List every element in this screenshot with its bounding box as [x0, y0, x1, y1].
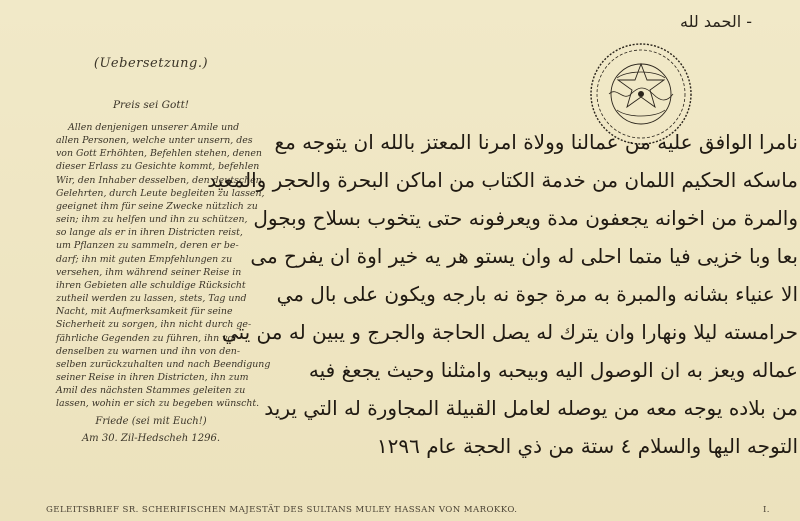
translation-line: selben zurückzuhalten und nach Beendigung	[56, 358, 271, 370]
translation-line: fährliche Gegenden zu führen, ihn vor	[56, 332, 238, 344]
plate-footer	[0, 500, 800, 521]
translation-line: Sicherheit zu sorgen, ihn nicht durch ge-	[56, 319, 252, 331]
translation-line: um Pflanzen zu sammeln, deren er be-	[56, 240, 239, 252]
translation-line: sein; ihm zu helfen und ihn zu schützen,	[56, 214, 248, 226]
translation-line: darf; ihn mit guten Empfehlungen zu	[56, 253, 233, 265]
translation-title: (Uebersetzung.)	[93, 56, 209, 71]
plate-caption: GELEITSBRIEF SR. SCHERIFISCHEN MAJESTÄT DES SULTANS MULEY HASSAN VON MAROKKO.	[46, 505, 518, 515]
arabic-line: حرامسته ليلا ونهارا وان يترك له يصل الحاجة والجرج و يبين له من يتي	[221, 320, 798, 344]
translation-line: Allen denjenigen unserer Amile und	[68, 122, 240, 133]
translation-line: ihren Gebieten alle schuldige Rücksicht	[56, 279, 246, 291]
plate-number: I.	[763, 505, 770, 515]
translation-line: dieser Erlass zu Gesichte kommt, befehlen	[56, 161, 260, 173]
translation-line: geeignet ihm für seine Zwecke nützlich zu	[56, 200, 258, 212]
translation-line: von Gott Erhöhten, Befehlen stehen, denen	[56, 148, 262, 160]
translation-line: zutheil werden zu lassen, stets, Tag und	[56, 293, 247, 305]
translation-line: Nacht, mit Aufmerksamkeit für seine	[56, 306, 233, 318]
translation-line: versehen, ihm während seiner Reise in	[56, 266, 242, 278]
translation-closing: Friede (sei mit Euch!)	[95, 416, 207, 428]
translation-line: Amil des nächsten Stammes geleiten zu	[56, 385, 246, 397]
arabic-line: من بلاده يوجه معه من يوصله لعامل القبيلة المجاورة له التي يريد	[264, 396, 798, 420]
arabic-line: عماله ويعز به ان الوصول اليه وبيحبه وامثلنا وحيث يجعغ فيه	[308, 358, 798, 382]
arabic-line: الا عنياء بشانه والمبرة به مرة جوة نه بارجه ويكون على بال مي	[276, 282, 798, 306]
translation-body	[56, 121, 271, 410]
arabic-line: التوجه اليها والسلام ٤ ستة من ذي الحجة عام ١٢٩٦	[376, 434, 798, 458]
invocation-mark: - الحمد لله	[680, 12, 752, 31]
translation-line: Gelehrten, durch Leute begleiten zu lassen,	[56, 187, 265, 199]
arabic-line: والمرة من اخوانه يجعفون مدة ويعرفونه حتى يتخوب بسلاح وبجول	[253, 206, 798, 230]
translation-date: Am 30. Zil-Hedscheh 1296.	[81, 433, 221, 445]
translation-column	[56, 56, 271, 445]
translation-line: allen Personen, welche unter unsern, des	[56, 135, 253, 147]
translation-line: Wir, den Inhaber desselben, den deutschen	[56, 174, 262, 186]
translation-line: lassen, wohin er sich zu begeben wünscht.	[56, 398, 260, 410]
arabic-line: بعا وبا خزيى فيا متما احلى له وان يستو هر يه خير اوة ان يفرح مى	[250, 244, 798, 268]
translation-heading: Preis sei Gott!	[112, 99, 190, 111]
arabic-line: ماسكه الحكيم اللمان من خدمة الكتاب من اماكن البحرة والحجر والمعيد	[207, 168, 798, 192]
arabic-line: نامرا الوافق عليه من عمالنا وولاة امرنا المعتز بالله ان يتوجه مع	[274, 130, 798, 154]
translation-line: so lange als er in ihren Districten reist,	[56, 227, 243, 239]
translation-line: seiner Reise in ihren Districten, ihn zum	[56, 371, 249, 383]
translation-line: denselben zu warnen und ihn von den-	[56, 345, 240, 357]
